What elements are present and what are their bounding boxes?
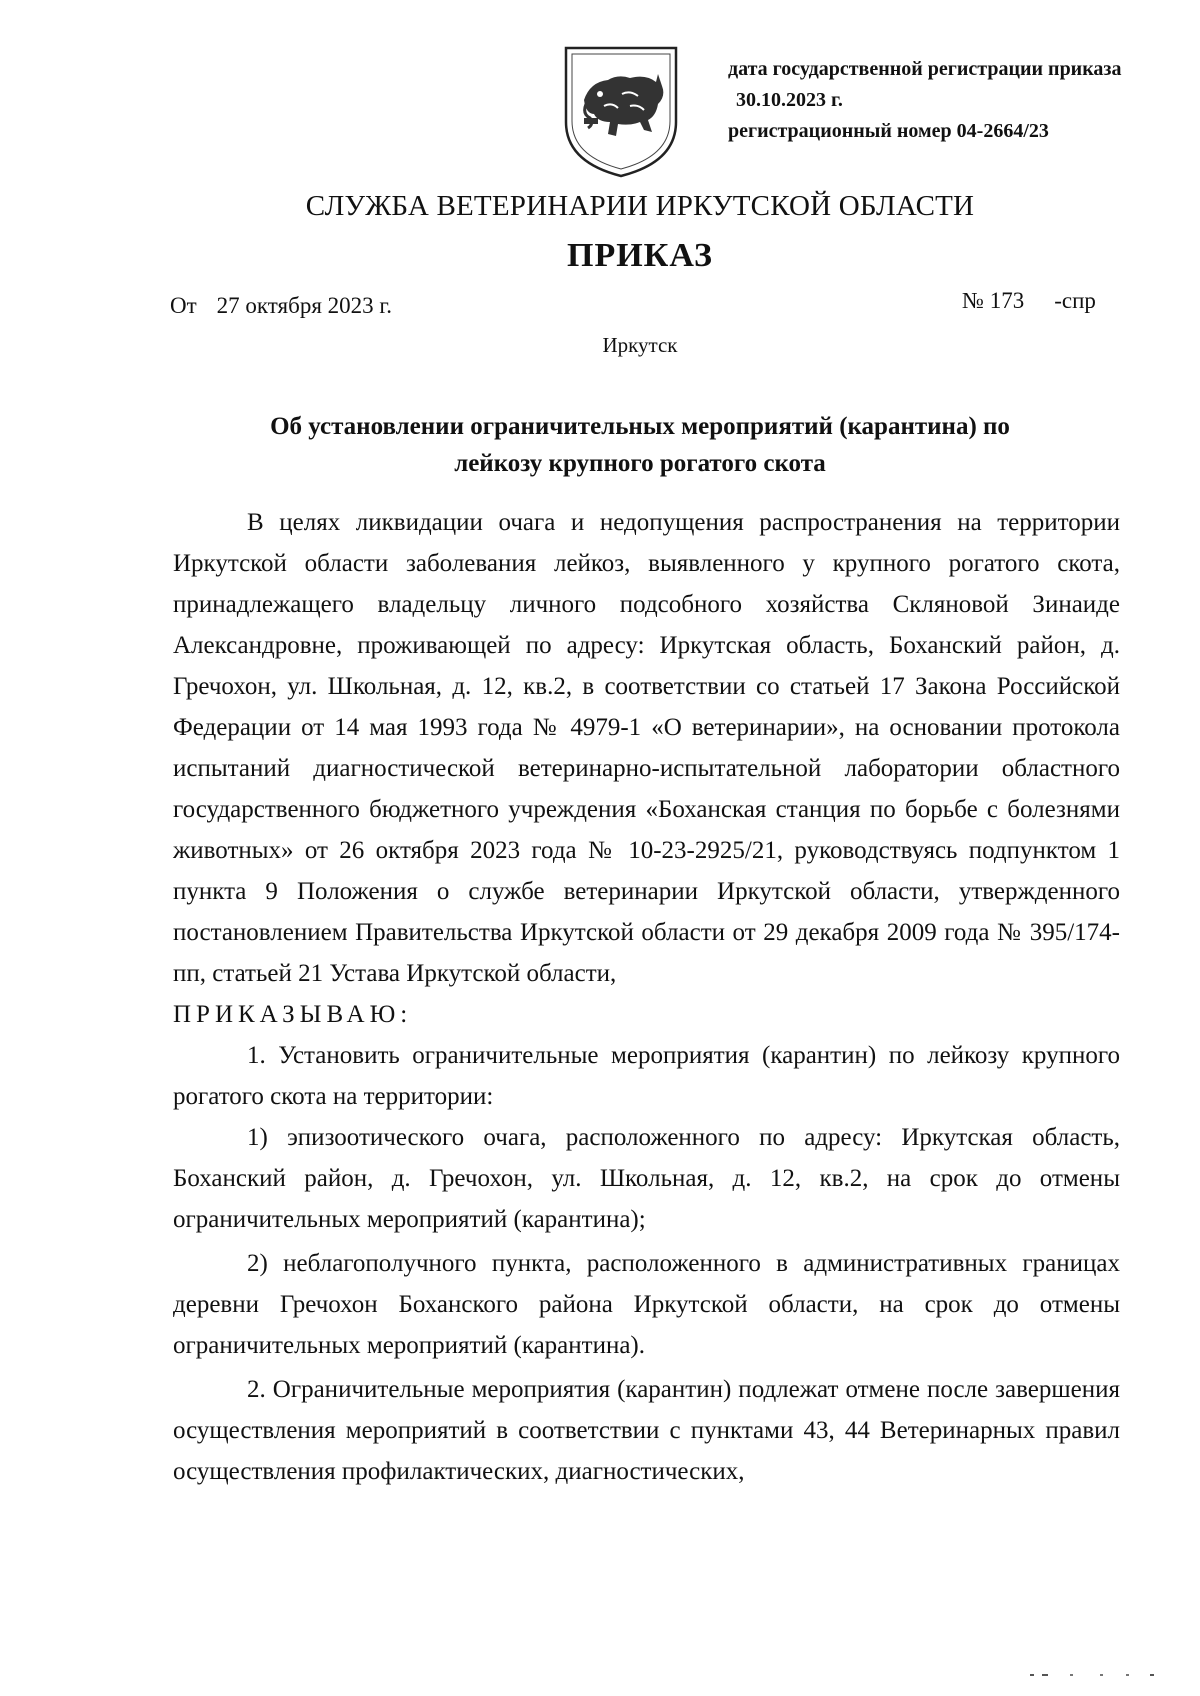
order-number-prefix: № 173: [962, 288, 1025, 313]
registration-label: дата государственной регистрации приказа: [728, 58, 1122, 80]
document-type: ПРИКАЗ: [567, 237, 713, 274]
item-1: 1. Установить ограничительные мероприятия (карантин) по лейкозу крупного рогатого скота на территории:: [173, 1042, 1120, 1110]
preamble-paragraph: В целях ликвидации очага и недопущения распространения на территории Иркутской области заболевания лейкоз, выявленного у крупного рогатого скота, принадлежащего владельцу личного подсобного хозяйства Скляновой Зинаиде Александровне, проживающей по адресу: Иркутская область, Боханский район, д. Гречохон, ул. Школьная, д. 12, кв.2, в соответствии со статьей 17 Закона Российской Федерации от 14 мая 1993 года № 4979-1 «О ветеринарии», на основании протокола испытаний диагностической ветеринарно-испытательной лаборатории областного государственного бюджетного учреждения «Боханская станция по борьбе с болезнями животных» от 26 октября 2023 года № 10-23-2925/21, руководствуясь подпунктом 1 пункта 9 Положения о службе ветеринарии Иркутской области, утвержденного постановлением Правительства Иркутской области от 29 декабря 2009 года № 395/174-пп, статьей 21 Устава Иркутской области,: [173, 509, 1120, 987]
scan-marks: [1030, 1672, 1170, 1678]
order-date: [170, 293, 392, 319]
heading-line-2: лейкозу крупного рогатого скота: [454, 450, 826, 477]
city: Иркутск: [602, 333, 678, 357]
document-heading: [180, 408, 1100, 482]
order-word: ПРИКАЗЫВАЮ:: [173, 1001, 413, 1028]
order-date-value: 27 октября 2023 г.: [216, 293, 392, 318]
registration-date: 30.10.2023 г.: [736, 89, 843, 111]
item-2: 2. Ограничительные мероприятия (карантин) подлежат отмене после завершения осуществления мероприятий в соответствии с пунктами 43, 44 Ветеринарных правил осуществления профилактических, диагностических,: [173, 1376, 1120, 1485]
registration-block: [728, 54, 1188, 147]
order-date-prefix: От: [170, 293, 197, 318]
item-1-2: 2) неблагополучного пункта, расположенного в административных границах деревни Гречохон Боханского района Иркутской области, на срок до отмены ограничительных мероприятий (карантина).: [173, 1250, 1120, 1359]
item-1-1: 1) эпизоотического очага, расположенного по адресу: Иркутская область, Боханский район, д. Гречохон, ул. Школьная, д. 12, кв.2, на срок до отмены ограничительных мероприятий (карантина);: [173, 1124, 1120, 1233]
document-body: [173, 502, 1120, 1492]
order-number-suffix: -спр: [1054, 288, 1096, 313]
organization-title: СЛУЖБА ВЕТЕРИНАРИИ ИРКУТСКОЙ ОБЛАСТИ: [305, 190, 975, 222]
heading-line-1: Об установлении ограничительных мероприятий (карантина) по: [270, 413, 1010, 440]
coat-of-arms-icon: [560, 44, 682, 180]
registration-number: регистрационный номер 04-2664/23: [728, 120, 1049, 142]
order-number: [962, 288, 1096, 314]
